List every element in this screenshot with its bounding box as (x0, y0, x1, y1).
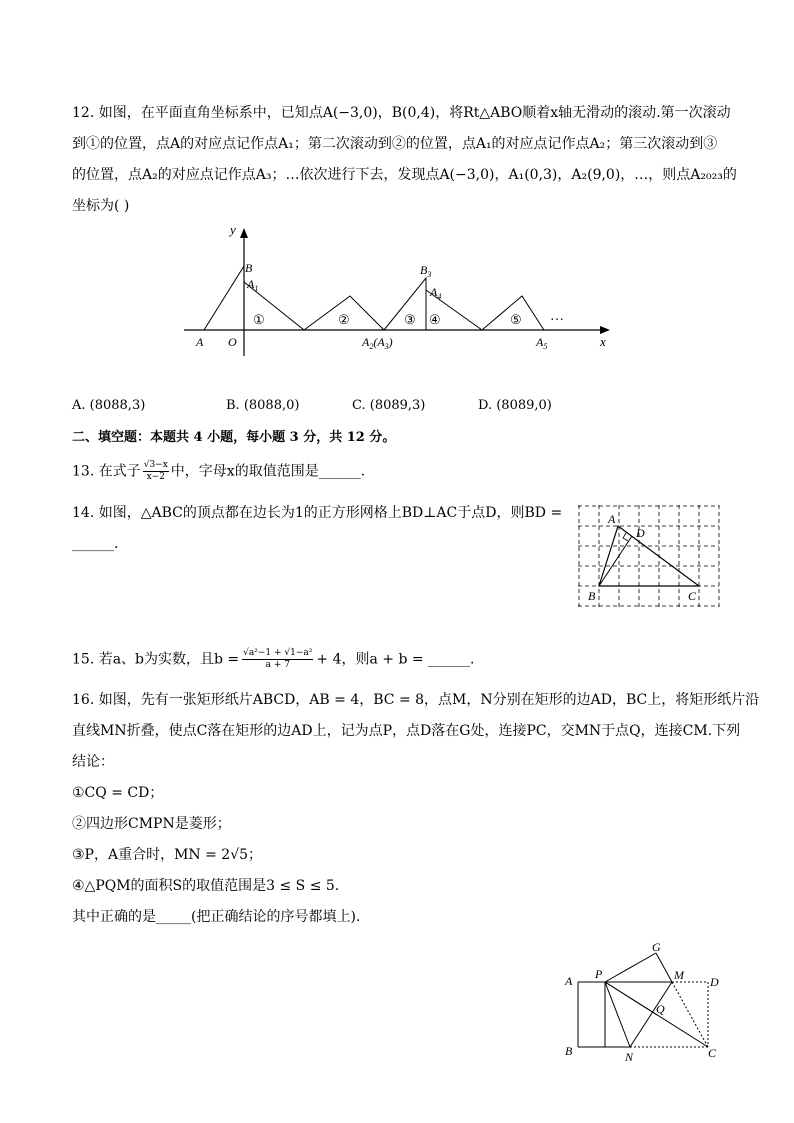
q14-label-B: B (588, 589, 596, 603)
circle-1: ① (253, 312, 265, 327)
q15-numerator: √a²−1 + √1−a² (243, 648, 313, 658)
q16-label-D: D (710, 975, 719, 989)
segment-gm (656, 953, 672, 982)
q13-denominator: x−2 (146, 472, 165, 482)
label-y: y (230, 222, 236, 237)
section-2-heading: 二、填空题：本题共 4 小题，每小题 3 分，共 12 分。 (72, 430, 396, 445)
triangle-abc (599, 526, 699, 586)
circle-3: ③ (404, 312, 416, 327)
option-b: B. (8088,0) (226, 398, 300, 413)
label-A4: $A_4$ (430, 285, 442, 301)
q16-conclusion-4: ④△PQM的面积S的取值范围是3 ≤ S ≤ 5. (72, 878, 340, 894)
q14-line-2: ______. (72, 536, 119, 552)
q16-label-A: A (565, 974, 573, 988)
q12-line-3: 的位置，点A₂的对应点记作点A₃；…依次进行下去，发现点A(−3,0)，A₁(0,3)，A₂(9,0)，…，则点A₂₀₂₃的 (72, 167, 737, 183)
q13-fraction (143, 460, 169, 483)
label-B: B (245, 261, 253, 275)
label-O: O (228, 335, 237, 349)
q16-line-3: 结论： (72, 754, 114, 770)
q14-label-C: C (688, 589, 697, 603)
q16-conclusion-3: ③P，A重合时，MN = 2√5； (72, 847, 263, 863)
q14-label-D: D (636, 526, 645, 540)
q16-label-G: G (652, 940, 661, 954)
segment-mn (630, 982, 672, 1047)
circle-4: ④ (429, 312, 441, 327)
q16-conclusion-2: ②四边形CMPN是菱形； (72, 816, 231, 832)
q15-fraction (242, 648, 313, 671)
option-a: A. (8088,3) (72, 398, 146, 413)
label-A5: $A_5$ (536, 335, 548, 351)
option-c: C. (8089,3) (352, 398, 426, 413)
segment-pn (605, 982, 630, 1047)
q12-line-2: 到①的位置，点A的对应点记作点A₁；第二次滚动到②的位置，点A₁的对应点记作点A₂；第三次滚动到③ (72, 136, 718, 152)
q16-label-P: P (595, 967, 603, 981)
right-angle-mark (623, 533, 628, 541)
label-A: A (196, 335, 204, 349)
q15-denominator: a + 7 (265, 660, 290, 670)
segment-pq-mid (605, 982, 657, 1015)
q16-conclusion-1: ①CQ = CD； (72, 785, 164, 801)
continuation-dots: … (550, 309, 564, 324)
label-x: x (600, 334, 606, 349)
q16-label-N: N (625, 1050, 634, 1064)
segment-bd (599, 536, 632, 586)
y-axis-arrow (240, 228, 248, 238)
q16-label-B: B (565, 1044, 573, 1058)
triangle-abo (204, 266, 244, 330)
q12-figure (170, 220, 620, 360)
segment-pg (605, 953, 656, 982)
q16-label-C: C (708, 1046, 717, 1060)
q12-line-4: 坐标为( ) (72, 198, 130, 214)
q16-label-Q: Q (656, 1002, 665, 1016)
q16-figure (562, 935, 728, 1065)
q16-line-2: 直线MN折叠，使点C落在矩形的边AD上，记为点P，点D落在G处，连接PC，交MN于点Q，连接CM.下列 (72, 723, 741, 739)
circle-5: ⑤ (510, 312, 522, 327)
label-A1: $A_1$ (247, 277, 259, 293)
q15-pre: 15. 若a、b为实数，且b = (72, 651, 240, 668)
q13 (72, 460, 365, 490)
q15 (72, 648, 475, 680)
q14-line-1: 14. 如图，△ABC的顶点都在边长为1的正方形网格上BD⊥AC于点D，则BD = (72, 505, 563, 521)
q13-pre: 13. 在式子 (72, 463, 141, 480)
q14-label-A: A (608, 512, 616, 526)
q13-numerator: √3−x (143, 460, 168, 470)
q14-figure (578, 505, 722, 609)
q15-post: + 4，则a + b = ______. (316, 651, 475, 668)
q12-line-1: 12. 如图，在平面直角坐标系中，已知点A(−3,0)，B(0,4)，将Rt△ABO顺着x轴无滑动的滚动.第一次滚动 (72, 105, 731, 121)
q13-post: 中，字母x的取值范围是______. (170, 463, 366, 480)
label-A2A3: $A_2(A_3)$ (362, 335, 393, 351)
q16-line-1: 16. 如图，先有一张矩形纸片ABCD，AB = 4，BC = 8，点M，N分别在矩形的边AD，BC上，将矩形纸片沿 (72, 692, 760, 708)
label-B3: $B_3$ (420, 263, 432, 279)
circle-2: ② (338, 312, 350, 327)
x-axis-arrow (600, 326, 610, 334)
option-d: D. (8089,0) (478, 398, 552, 413)
q16-ask: 其中正确的是_____(把正确结论的序号都填上). (72, 909, 361, 925)
q16-label-M: M (674, 968, 684, 982)
